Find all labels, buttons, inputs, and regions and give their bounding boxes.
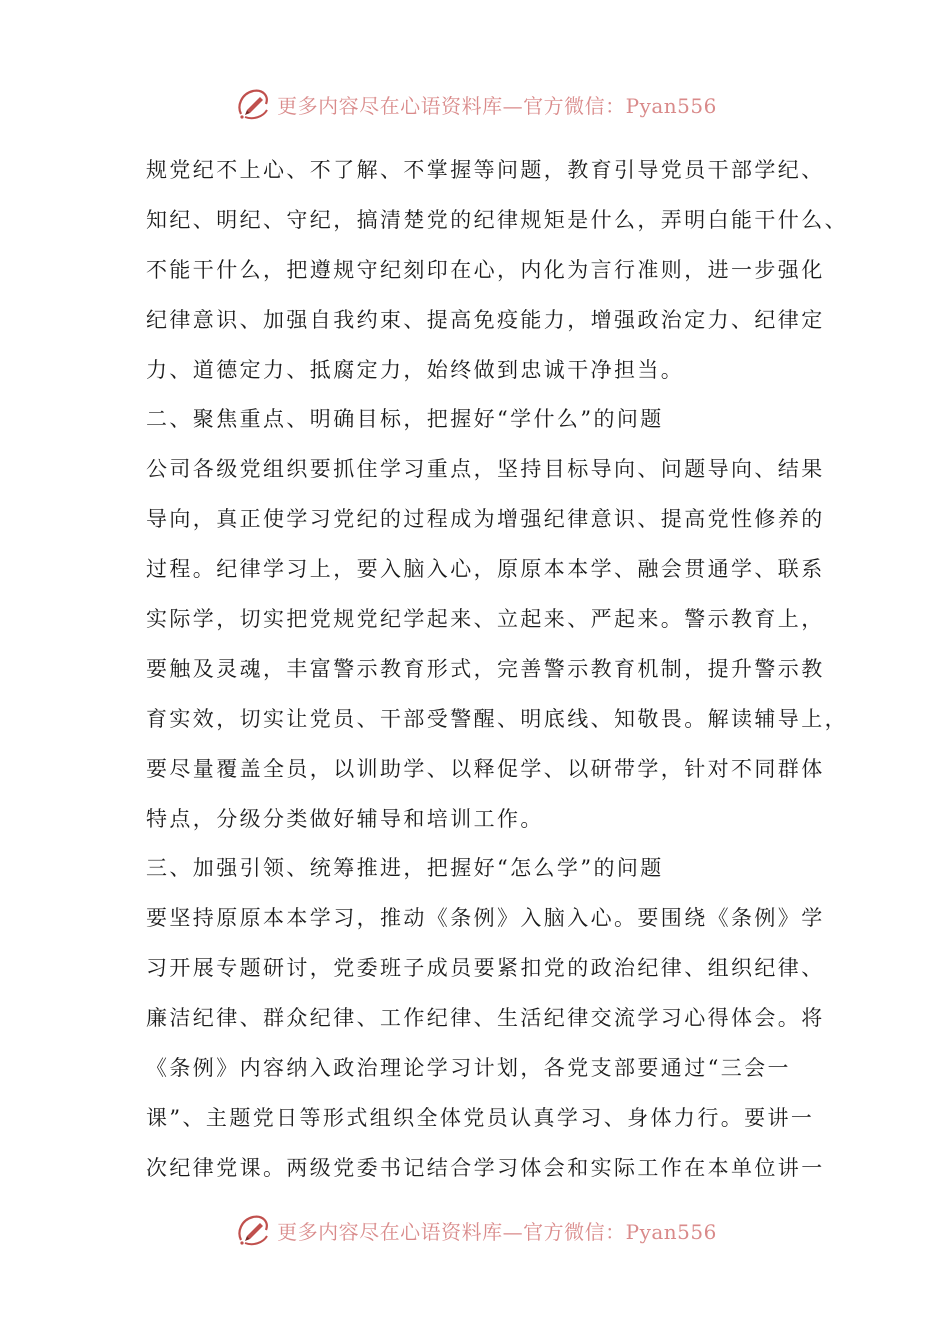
body-line: 规党纪不上心、不了解、不掌握等问题，教育引导党员干部学纪、 (146, 158, 825, 182)
section-heading-2: 二、聚焦重点、明确目标，把握好“学什么”的问题 (146, 407, 664, 432)
body-line: 次纪律党课。两级党委书记结合学习体会和实际工作在本单位讲一 (146, 1155, 825, 1180)
body-line: 育实效，切实让党员、干部受警醒、明底线、知敬畏。解读辅导上， (146, 706, 848, 731)
pen-and-ink-logo-icon (233, 1210, 273, 1250)
document-body (146, 146, 848, 1194)
header-banner-text: 更多内容尽在心语资料库—官方微信：Pyan556 (277, 93, 717, 118)
body-line: 公司各级党组织要抓住学习重点，坚持目标导向、问题导向、结果 (146, 457, 825, 482)
body-line: 力、道德定力、抵腐定力，始终做到忠诚干净担当。 (146, 357, 685, 382)
body-line: 廉洁纪律、群众纪律、工作纪律、生活纪律交流学习心得体会。将 (146, 1006, 825, 1031)
section-heading-3: 三、加强引领、统筹推进，把握好“怎么学”的问题 (146, 856, 664, 881)
body-line: 《条例》内容纳入政治理论学习计划，各党支部要通过“三会一 (146, 1056, 791, 1081)
body-line: 不能干什么，把遵规守纪刻印在心，内化为言行准则，进一步强化 (146, 257, 825, 282)
header-watermark-banner (0, 82, 950, 126)
body-line: 要触及灵魂，丰富警示教育形式，完善警示教育机制，提升警示教 (146, 656, 825, 681)
body-line: 实际学，切实把党规党纪学起来、立起来、严起来。警示教育上， (146, 607, 825, 632)
body-line: 导向，真正使学习党纪的过程成为增强纪律意识、提高党性修养的 (146, 507, 825, 532)
pen-and-ink-logo-icon (233, 84, 273, 124)
footer-watermark-banner (0, 1208, 950, 1252)
body-line: 特点，分级分类做好辅导和培训工作。 (146, 806, 544, 831)
body-line: 要尽量覆盖全员，以训助学、以释促学、以研带学，针对不同群体 (146, 756, 825, 781)
body-line: 纪律意识、加强自我约束、提高免疫能力，增强政治定力、纪律定 (146, 307, 825, 332)
body-line: 过程。纪律学习上，要入脑入心，原原本本学、融会贯通学、联系 (146, 557, 825, 582)
body-line: 要坚持原原本本学习，推动《条例》入脑入心。要围绕《条例》学 (146, 906, 825, 931)
body-line: 习开展专题研讨，党委班子成员要紧扣党的政治纪律、组织纪律、 (146, 956, 825, 981)
body-line: 知纪、明纪、守纪，搞清楚党的纪律规矩是什么，弄明白能干什么、 (146, 207, 848, 232)
body-line: 课”、主题党日等形式组织全体党员认真学习、身体力行。要讲一 (146, 1105, 815, 1130)
footer-banner-text: 更多内容尽在心语资料库—官方微信：Pyan556 (277, 1219, 717, 1244)
